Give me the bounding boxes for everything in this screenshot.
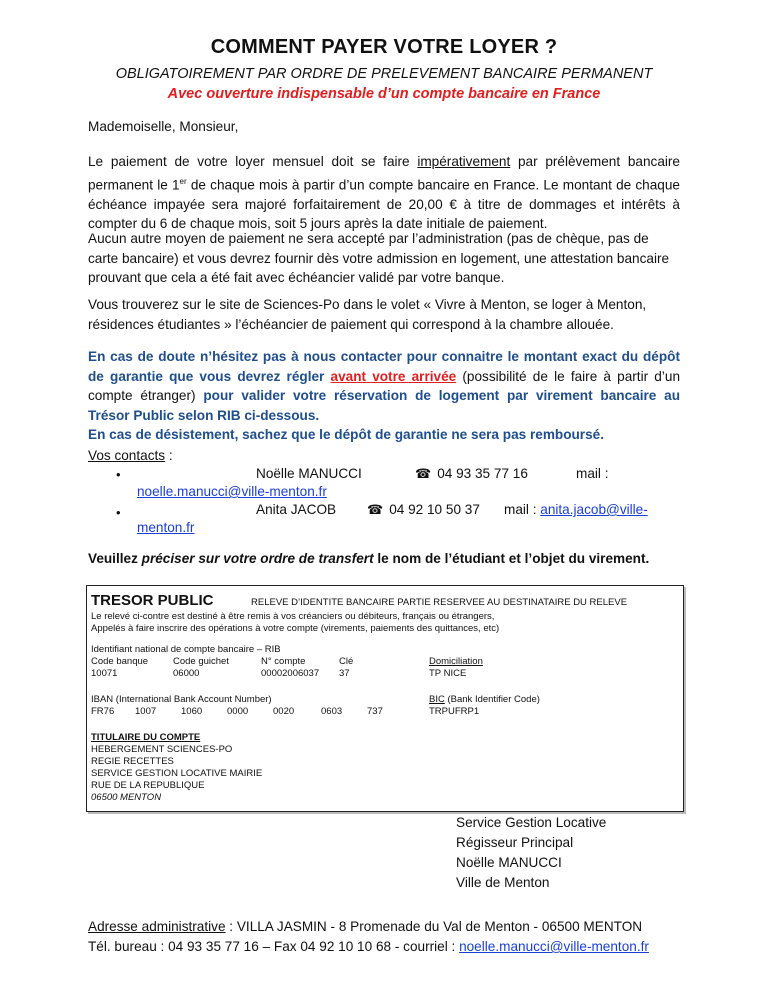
paragraph-website: Vous trouverez sur le site de Sciences-Po dans le volet « Vivre à Menton, se loger à Menton, résidences étudiantes » l’échéancier de paiement qui correspond à la chambre allouée. xyxy=(88,297,647,332)
p1-text-d: de chaque mois à partir d’un compte bancaire en France. Le montant de chaque échéance impayée sera majoré forfaitairement de 20,00 € à titre de dommages et intérêts à compter du 6 de chaque mois, soit 5 jours après la date initiale de paiement. xyxy=(88,177,680,232)
footer-label: Adresse administrative xyxy=(88,919,226,934)
contact-2-mail-label: mail : xyxy=(504,502,541,517)
footer-contact-text: Tél. bureau : 04 93 35 77 16 – Fax 04 92 10 10 68 - courriel : xyxy=(88,939,460,954)
page-title: COMMENT PAYER VOTRE LOYER ? xyxy=(210,36,558,58)
p4-text-a: En cas de doute n’hésitez pas à nous contacter pour connaitre le montant exact du dépôt de garantie que vous devrez régler xyxy=(88,349,680,384)
contact-1-mail-label: mail : xyxy=(576,466,609,481)
bullet-2: • xyxy=(116,505,121,520)
p4-text-d: pour valider votre réservation de logement par virement bancaire au Trésor Public selon RIB ci-dessous. xyxy=(88,388,680,423)
p1-emphasis: impérativement xyxy=(417,154,511,169)
contact-1-email[interactable]: noelle.manucci@ville-menton.fr xyxy=(137,484,327,499)
value-code-guichet: 06000 xyxy=(173,668,200,679)
p4-before-arrival: avant votre arrivée xyxy=(330,368,457,384)
value-code-banque: 10071 xyxy=(91,668,118,679)
bic-value: TRPUFRP1 xyxy=(429,706,480,717)
footer-address: : VILLA JASMIN - 8 Promenade du Val de Menton - 06500 MENTON xyxy=(225,919,643,934)
p4-text-c: (possibilité de le faire à partir d’un compte étranger) xyxy=(88,368,681,403)
iban-part-4: 0000 xyxy=(227,706,249,717)
salutation: Mademoiselle, Monsieur, xyxy=(88,119,239,134)
contacts-heading-colon: : xyxy=(165,448,173,463)
iban-part-6: 0603 xyxy=(321,706,343,717)
signature-block xyxy=(456,813,606,893)
bic-heading xyxy=(429,694,540,706)
rib-intro-1: Le relevé ci-contre est destiné à être remis à vos créanciers ou débiteurs, français ou étrangers, xyxy=(91,611,495,622)
rib-header: RELEVE D’IDENTITE BANCAIRE PARTIE RESERVEE AU DESTINATAIRE DU RELEVE xyxy=(251,597,628,608)
contact-1-phone xyxy=(415,466,528,482)
instruction-c: le nom de l’étudiant et l’objet du virement. xyxy=(373,551,650,566)
signature-line-1: Service Gestion Locative xyxy=(456,815,607,830)
footer-line-1 xyxy=(88,917,649,937)
transfer-instruction xyxy=(88,551,649,566)
contact-2-email-continued[interactable] xyxy=(137,520,194,535)
contact-1-phone-number: 04 93 35 77 16 xyxy=(437,466,528,481)
contact-1-name: Noëlle MANUCCI xyxy=(256,466,362,481)
iban-part-1: FR76 xyxy=(91,706,115,717)
contact-2-phone-number: 04 92 10 50 37 xyxy=(389,502,480,517)
label-domiciliation: Domiciliation xyxy=(429,656,483,667)
p1-superscript: er xyxy=(179,176,187,186)
footer xyxy=(88,917,649,957)
bic-suffix: (Bank Identifier Code) xyxy=(444,694,540,705)
iban-part-2: 1007 xyxy=(135,706,157,717)
bic-label: BIC xyxy=(429,694,445,705)
paragraph-deposit xyxy=(88,347,680,445)
label-code-guichet: Code guichet xyxy=(173,656,229,667)
contacts-heading xyxy=(88,448,173,463)
p1-text-c: par prélèvement bancaire permanent le 1 xyxy=(88,154,680,193)
footer-line-2 xyxy=(88,937,649,957)
contact-2-mail xyxy=(504,502,648,517)
signature-line-2: Régisseur Principal xyxy=(456,835,574,850)
value-cle: 37 xyxy=(339,668,350,679)
page-subtitle-warning: Avec ouverture indispensable d’un compte bancaire en France xyxy=(167,86,601,102)
iban-part-3: 1060 xyxy=(181,706,203,717)
contact-1-email-link[interactable] xyxy=(137,484,327,499)
page-subtitle: OBLIGATOIREMENT PAR ORDRE DE PRELEVEMENT BANCAIRE PERMANENT xyxy=(115,66,653,82)
signature-line-3: Noëlle MANUCCI xyxy=(456,855,562,870)
iban-part-7: 737 xyxy=(367,706,383,717)
rib-box xyxy=(86,585,684,812)
bullet-1: • xyxy=(116,467,121,482)
phone-icon: ☎ xyxy=(367,502,384,517)
signature-line-4: Ville de Menton xyxy=(456,875,550,890)
contact-2-email-part2[interactable]: menton.fr xyxy=(137,520,195,535)
contacts-heading-label: Vos contacts xyxy=(88,448,166,463)
instruction-a: Veuillez xyxy=(88,551,142,566)
paragraph-payment xyxy=(88,152,680,234)
p1-text-a: Le paiement de votre loyer mensuel doit se faire xyxy=(88,154,418,169)
holder-heading: TITULAIRE DU COMPTE xyxy=(91,732,201,743)
contact-2-phone xyxy=(367,502,480,518)
contact-2-name: Anita JACOB xyxy=(256,502,337,517)
rib-title: TRESOR PUBLIC xyxy=(91,592,214,609)
holder-city: 06500 MENTON xyxy=(91,792,162,803)
rib-heading: Identifiant national de compte bancaire – RIB xyxy=(91,644,281,655)
footer-email-link[interactable]: noelle.manucci@ville-menton.fr xyxy=(459,939,649,954)
label-compte: N° compte xyxy=(261,656,306,667)
p4-cancellation: En cas de désistement, sachez que le dépôt de garantie ne sera pas remboursé. xyxy=(88,427,604,442)
rib-intro-2: Appelés à faire inscrire des opérations à votre compte (virements, paiements des quittances, etc) xyxy=(91,623,500,634)
holder-line-2: REGIE RECETTES xyxy=(91,756,174,767)
paragraph-other-means: Aucun autre moyen de paiement ne sera accepté par l’administration (pas de chèque, pas de carte bancaire) et vous devrez fournir dès votre admission en logement, une attestation bancaire prouvant que cela a été fait avec échéancier validé par votre banque. xyxy=(88,231,670,285)
label-cle: Clé xyxy=(339,656,354,667)
holder-line-1: HEBERGEMENT SCIENCES-PO xyxy=(91,744,233,755)
value-domiciliation: TP NICE xyxy=(429,668,467,679)
instruction-b: préciser sur votre ordre de transfert xyxy=(141,551,374,566)
contact-2-email-part1[interactable]: anita.jacob@ville- xyxy=(540,502,648,517)
holder-line-3: SERVICE GESTION LOCATIVE MAIRIE xyxy=(91,768,263,779)
label-code-banque: Code banque xyxy=(91,656,149,667)
value-compte: 00002006037 xyxy=(261,668,320,679)
iban-part-5: 0020 xyxy=(273,706,295,717)
holder-line-4: RUE DE LA REPUBLIQUE xyxy=(91,780,205,791)
phone-icon: ☎ xyxy=(415,466,432,481)
iban-heading: IBAN (International Bank Account Number) xyxy=(91,694,272,705)
